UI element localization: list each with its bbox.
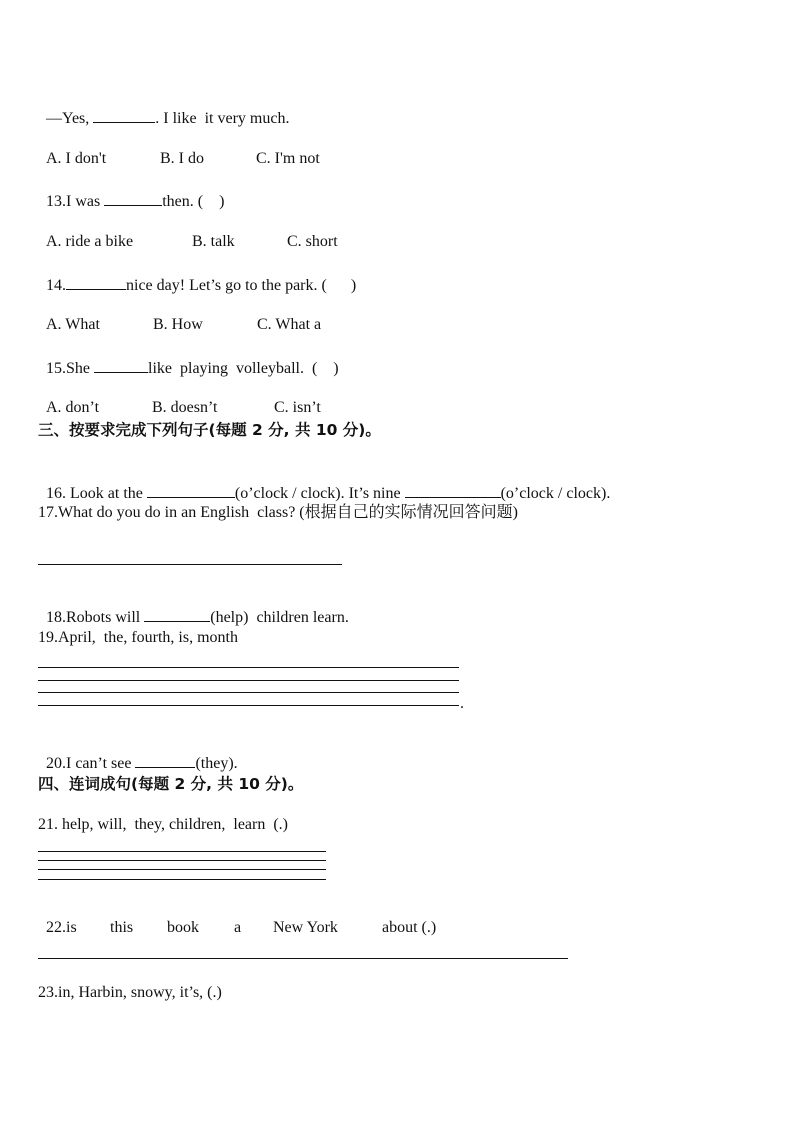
q14-options bbox=[38, 295, 321, 335]
q21-answer-line-1[interactable] bbox=[38, 851, 326, 852]
q18-question: 18.Robots will (help) children learn. bbox=[38, 586, 349, 628]
q16-question: 16. Look at the (o’clock / clock). It’s nine (o’clock / clock). bbox=[38, 462, 610, 504]
q13-option-b[interactable]: B. talk bbox=[192, 233, 235, 250]
q15-option-c[interactable]: C. isn’t bbox=[274, 399, 321, 416]
q13-blank[interactable] bbox=[104, 190, 162, 206]
q19-answer-line-4[interactable] bbox=[38, 705, 459, 706]
q12-answer-line: —Yes, . I like it very much. bbox=[38, 87, 289, 129]
q20-question: 20.I can’t see (they). bbox=[38, 732, 238, 774]
q14-question: 14. nice day! Let’s go to the park. ( ) bbox=[38, 254, 356, 296]
q13-options bbox=[38, 212, 338, 252]
q15-options bbox=[38, 378, 321, 418]
q19-answer-line-1[interactable] bbox=[38, 667, 459, 668]
q20-blank[interactable] bbox=[135, 752, 195, 768]
q14-option-a[interactable]: A. What bbox=[46, 316, 100, 333]
q15-option-a[interactable]: A. don’t bbox=[46, 399, 100, 416]
q16-blank-2[interactable] bbox=[405, 482, 501, 498]
q21-answer-line-3[interactable] bbox=[38, 869, 326, 870]
q12-blank[interactable] bbox=[93, 107, 155, 123]
q19-answer-line-2[interactable] bbox=[38, 680, 459, 681]
q22-word: New York bbox=[273, 919, 338, 936]
q22-word: 22.is bbox=[46, 919, 77, 936]
q22-word: book bbox=[167, 919, 199, 936]
q13-question: 13.I was then. ( ) bbox=[38, 170, 224, 212]
q22-word: a bbox=[234, 919, 242, 936]
q14-option-c[interactable]: C. What a bbox=[257, 316, 322, 333]
q21-answer-line-2[interactable] bbox=[38, 860, 326, 861]
q12-options bbox=[38, 129, 320, 169]
section-3-heading: 三、按要求完成下列句子(每题 2 分, 共 10 分)。 bbox=[38, 421, 381, 439]
q13-option-c[interactable]: C. short bbox=[287, 233, 338, 250]
section-4-heading: 四、连词成句(每题 2 分, 共 10 分)。 bbox=[38, 775, 304, 793]
q14-option-b[interactable]: B. How bbox=[153, 316, 203, 333]
q23-question: 23.in, Harbin, snowy, it’s, (.) bbox=[38, 984, 222, 1001]
q14-blank[interactable] bbox=[66, 274, 126, 290]
q15-question: 15.She like playing volleyball. ( ) bbox=[38, 337, 339, 379]
q12-option-a[interactable]: A. I don't bbox=[46, 150, 107, 167]
q19-end-period: . bbox=[460, 695, 464, 712]
q16-blank-1[interactable] bbox=[147, 482, 235, 498]
q22-word: this bbox=[110, 919, 134, 936]
q22-word: about (.) bbox=[382, 919, 437, 936]
q17-question: 17.What do you do in an English class? (根据自己的实际情况回答问题) bbox=[38, 504, 518, 521]
q15-option-b[interactable]: B. doesn’t bbox=[152, 399, 218, 416]
q17-answer-line[interactable] bbox=[38, 564, 342, 565]
q19-question: 19.April, the, fourth, is, month bbox=[38, 629, 238, 646]
q22-question bbox=[38, 898, 436, 938]
q18-blank[interactable] bbox=[144, 606, 210, 622]
q15-blank[interactable] bbox=[94, 357, 148, 373]
q21-question: 21. help, will, they, children, learn (.) bbox=[38, 816, 288, 833]
q22-answer-line[interactable] bbox=[38, 958, 568, 959]
q12-option-c[interactable]: C. I'm not bbox=[256, 150, 320, 167]
q13-option-a[interactable]: A. ride a bike bbox=[46, 233, 134, 250]
q21-answer-line-4[interactable] bbox=[38, 879, 326, 880]
q19-answer-line-3[interactable] bbox=[38, 692, 459, 693]
q12-option-b[interactable]: B. I do bbox=[160, 150, 204, 167]
